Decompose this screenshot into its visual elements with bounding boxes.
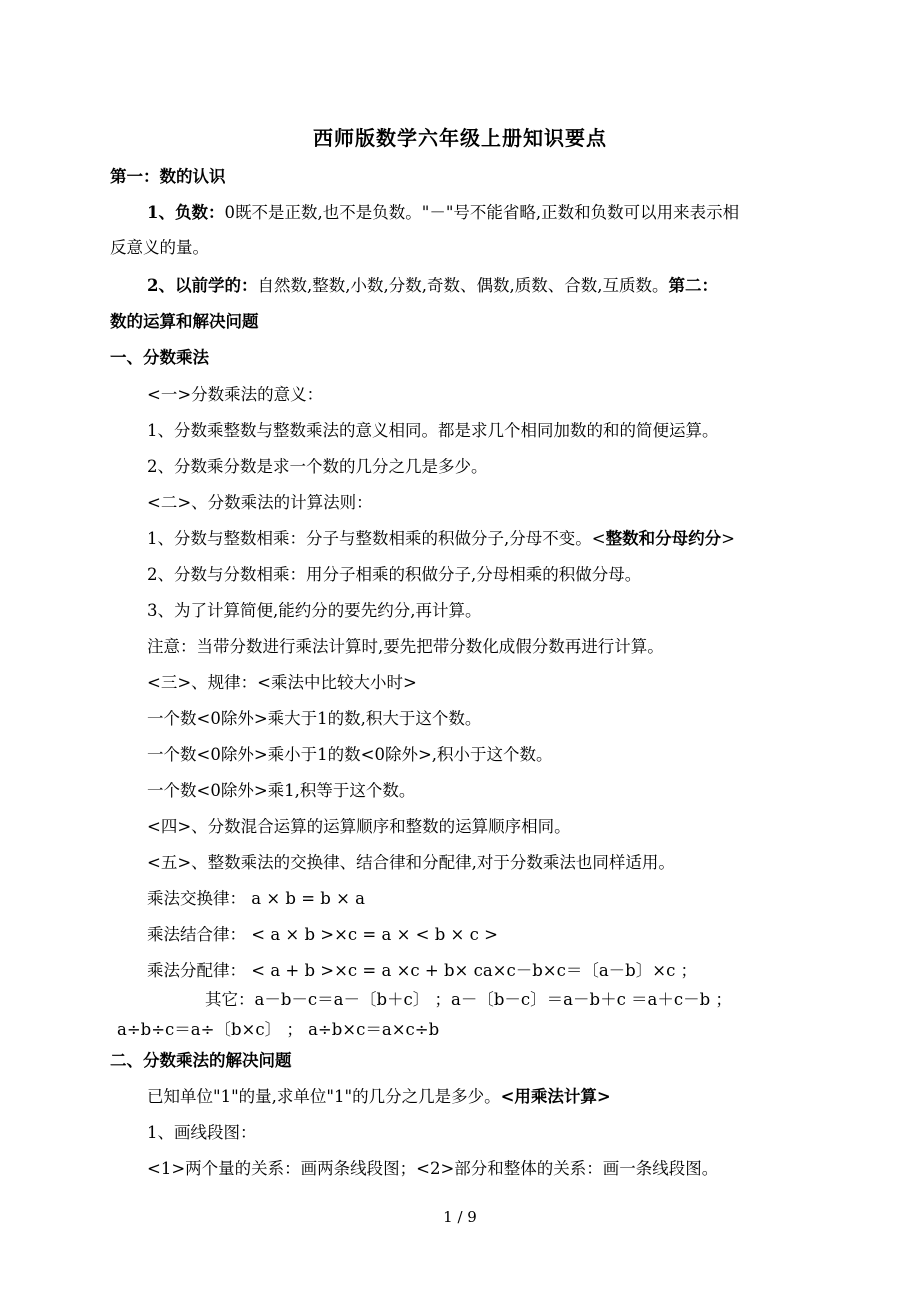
text-line: <四>、分数混合运算的运算顺序和整数的运算顺序相同。 [147,817,571,836]
text-line: <五>、整数乘法的交换律、结合律和分配律,对于分数乘法也同样适用。 [147,853,675,872]
paragraph-text: 自然数,整数,小数,分数,奇数、偶数,质数、合数,互质数。 [257,276,669,295]
text-line: <三>、规律：<乘法中比较大小时> [147,673,417,692]
text-line [147,1086,847,1108]
text-line: <一>分数乘法的意义： [147,385,324,404]
text-line-part: 1、分数与整数相乘：分子与整数相乘的积做分子,分母不变。< [147,529,606,548]
section-heading-operations: 数的运算和解决问题 [110,312,259,331]
term-label: 2、以前学的： [147,276,258,295]
text-line: 一个数<0除外>乘大于1的数,积大于这个数。 [147,709,482,728]
text-line: 3、为了计算简便,能约分的要先约分,再计算。 [147,601,482,620]
text-line: 注意：当带分数进行乘法计算时,要先把带分数化成假分数再进行计算。 [147,637,664,656]
formula-other: 其它：a－b－c＝a－〔b＋c〕 ；a－〔b－c〕＝a－b＋c ＝a＋c－b ； [205,990,732,1009]
formula-distributive: 乘法分配律： < a + b >×c = a ×c + b× ca×c－b×c＝〔a－b〕×c ； [147,961,698,980]
text-line: <1>两个量的关系：画两条线段图；<2>部分和整体的关系：画一条线段图。 [147,1159,719,1178]
section-heading-number-recognition: 第一：数的认识 [110,167,226,186]
text-line: 1、画线段图： [147,1123,257,1142]
text-line: 2、分数与分数相乘：用分子相乘的积做分子,分母相乘的积做分母。 [147,565,642,584]
emphasis-text: 整数和分母约分 [605,529,722,548]
text-line: 一个数<0除外>乘小于1的数<0除外>,积小于这个数。 [147,745,553,764]
paragraph-negative-numbers [147,202,847,224]
document-title: 西师版数学六年级上册知识要点 [313,126,607,150]
text-line-part: 已知单位"1"的量,求单位"1"的几分之几是多少。 [147,1087,501,1106]
text-line: 2、分数乘分数是求一个数的几分之几是多少。 [147,457,488,476]
section-heading-word-problems: 二、分数乘法的解决问题 [110,1051,292,1070]
paragraph-continuation: 反意义的量。 [110,238,209,257]
section-heading-fraction-multiplication: 一、分数乘法 [110,348,209,367]
paragraph-text: 0既不是正数,也不是负数。"－"号不能省略,正数和负数可以用来表示相 [224,203,740,222]
emphasis-text: <用乘法计算> [500,1087,611,1106]
text-line: <二>、分数乘法的计算法则： [147,493,373,512]
formula-division: a÷b÷c＝a÷〔b×c〕 ； a÷b×c＝a×c÷b [117,1020,440,1039]
text-line: 一个数<0除外>乘1,积等于这个数。 [147,781,416,800]
page-number: 1 / 9 [443,1208,477,1226]
text-line: 1、分数乘整数与整数乘法的意义相同。都是求几个相同加数的和的简便运算。 [147,421,719,440]
text-line [147,528,847,550]
paragraph-previous-numbers [147,275,847,297]
text-line-part: > [721,529,735,548]
formula-associative: 乘法结合律： < a × b >×c = a × < b × c > [147,925,498,944]
term-label: 1、负数： [147,203,225,222]
section-heading-inline: 第二： [668,276,718,295]
formula-commutative: 乘法交换律： a × b = b × a [147,889,365,908]
